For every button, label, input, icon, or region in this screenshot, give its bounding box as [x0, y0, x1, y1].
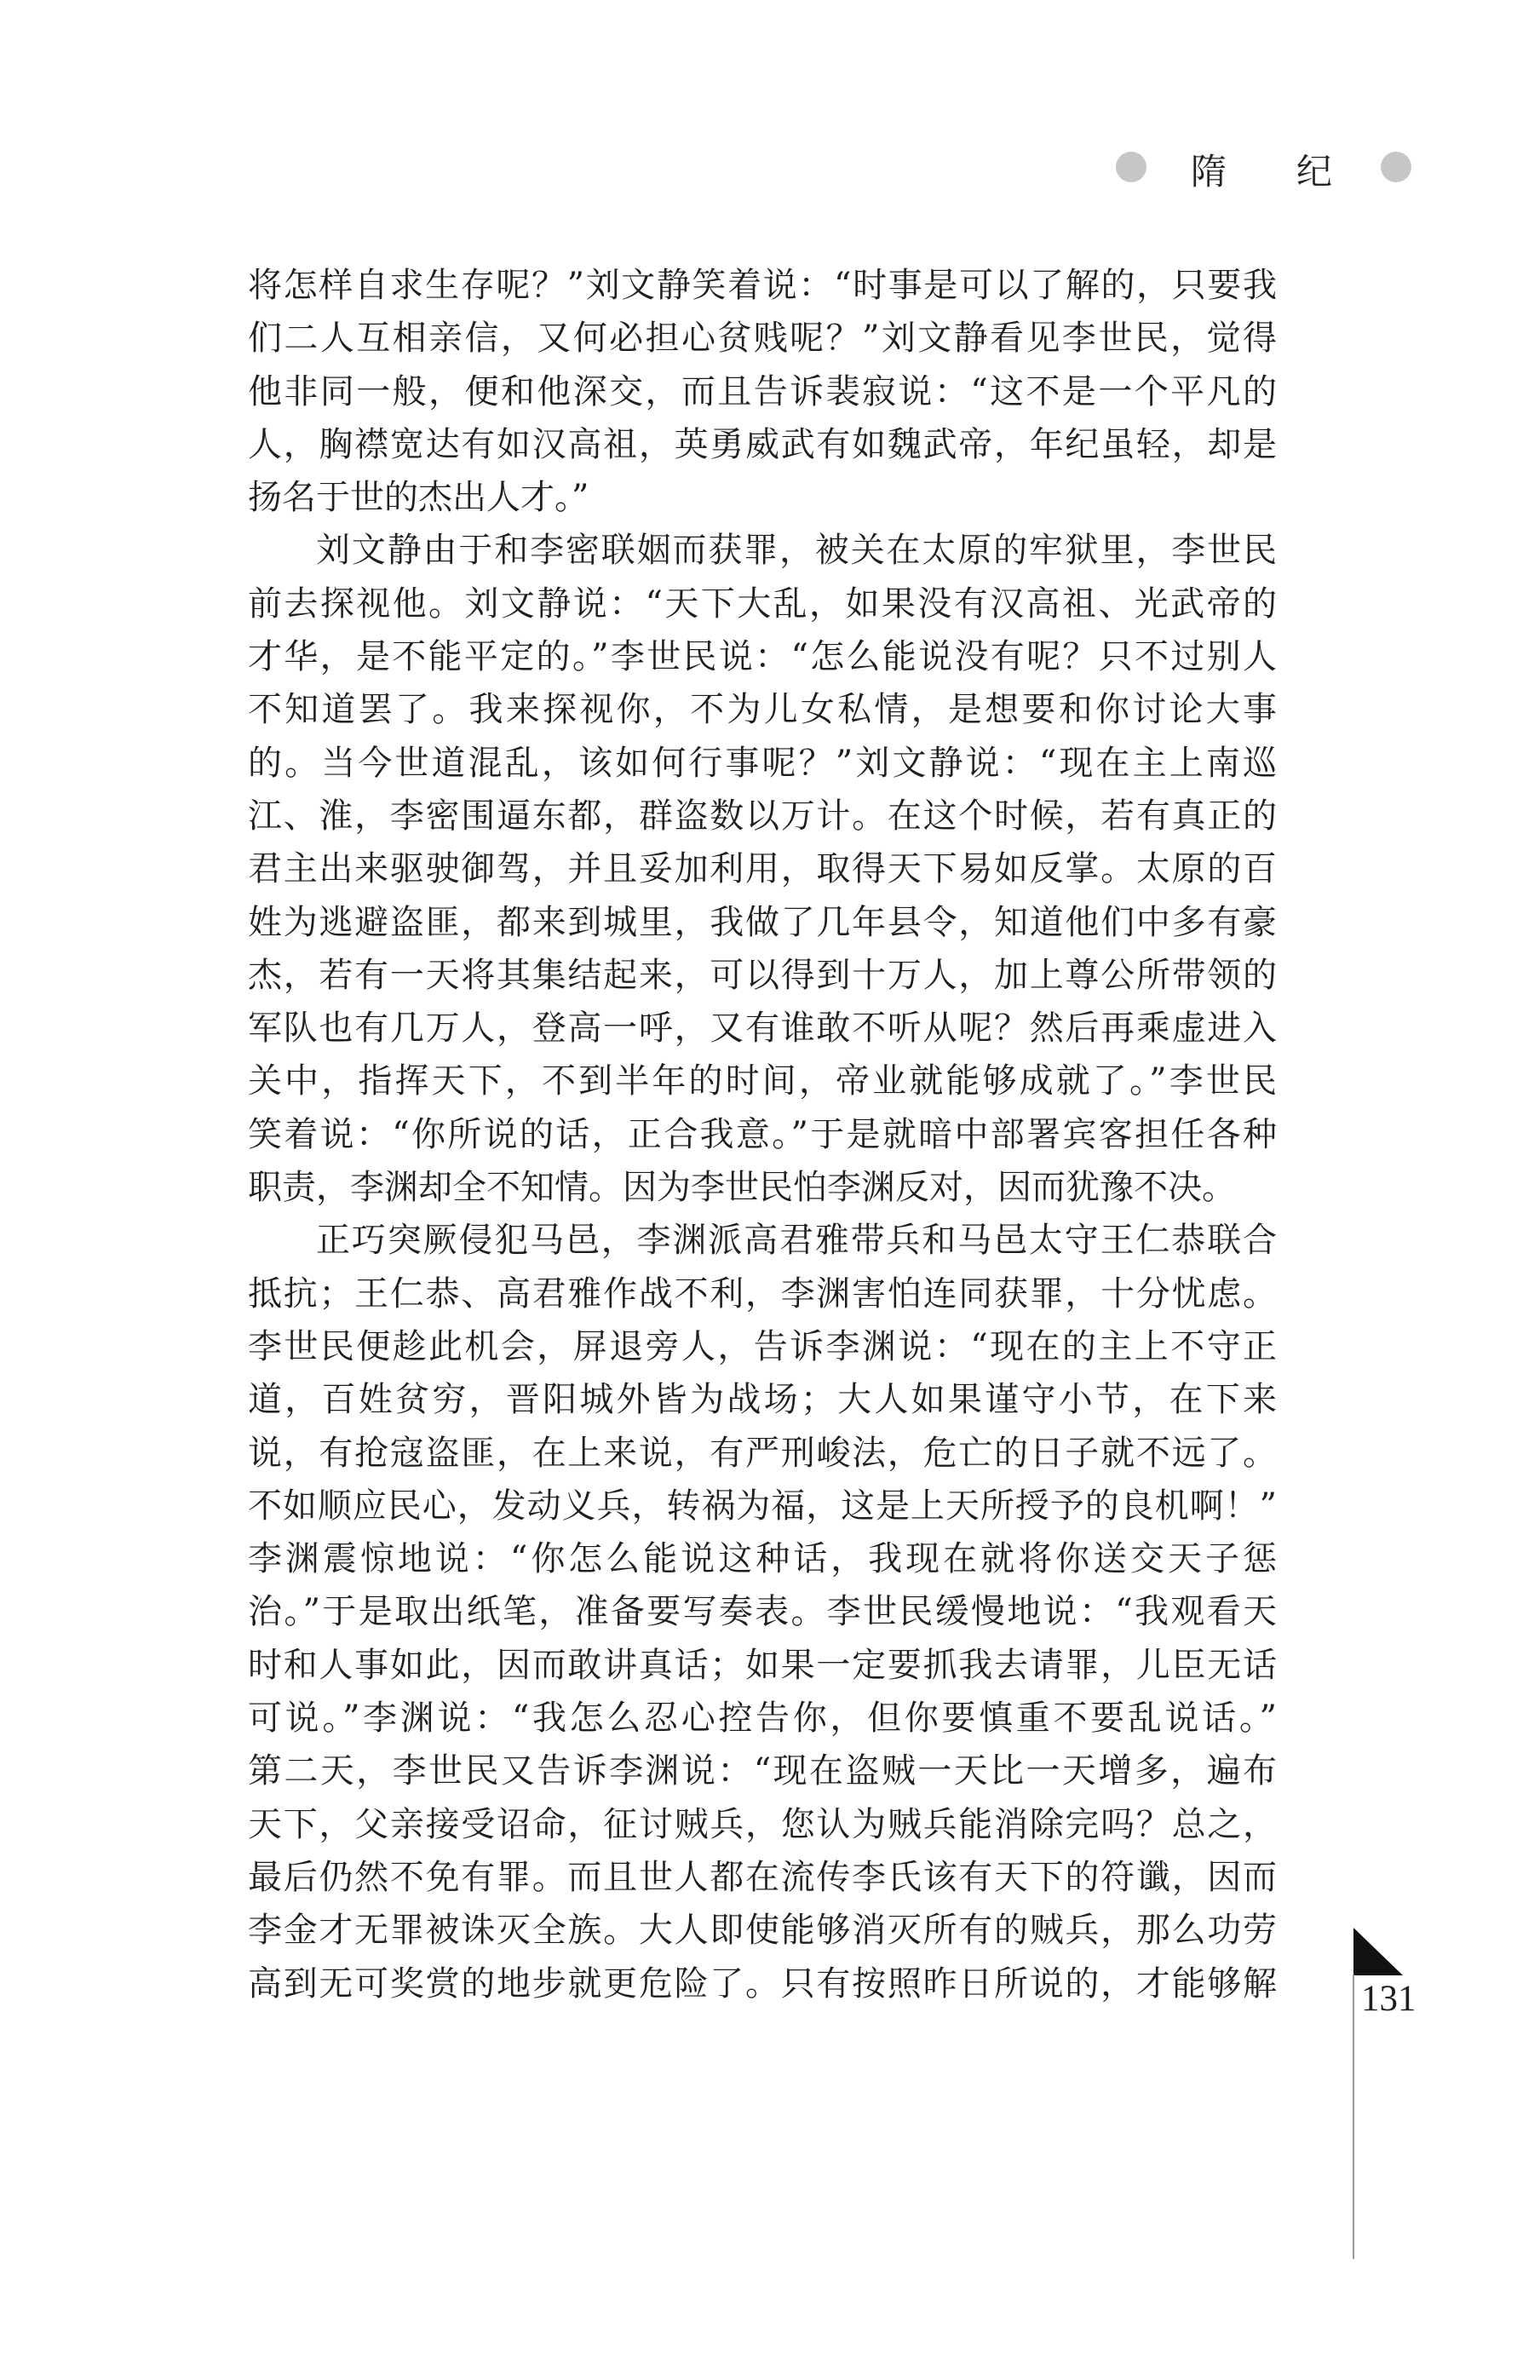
running-head-char: 隋 — [1191, 151, 1227, 193]
text-line: 军队也有几万人，登高一呼，又有谁敢不听从呢？然后再乘虚进入 — [248, 1009, 1277, 1049]
text-line: 人，胸襟宽达有如汉高祖，英勇威武有如魏武帝，年纪虽轻，却是 — [248, 424, 1277, 464]
text-line: 李金才无罪被诛灭全族。大人即使能够消灭所有的贼兵，那么功劳 — [248, 1911, 1277, 1951]
text-line: 治。”于是取出纸笔，准备要写奏表。李世民缓慢地说：“我观看天 — [248, 1592, 1277, 1632]
text-line: 最后仍然不免有罪。而且世人都在流传李氏该有天下的符谶，因而 — [248, 1857, 1277, 1897]
text-line: 才华，是不能平定的。”李世民说：“怎么能说没有呢？只不过别人 — [248, 637, 1277, 677]
text-line: 他非同一般，便和他深交，而且告诉裴寂说：“这不是一个平凡的 — [248, 371, 1277, 411]
text-line: 姓为逃避盗匪，都来到城里，我做了几年县令，知道他们中多有豪 — [248, 902, 1277, 942]
text-line: 职责，李渊却全不知情。因为李世民怕李渊反对，因而犹豫不决。 — [248, 1168, 1236, 1208]
text-line: 将怎样自求生存呢？”刘文静笑着说：“时事是可以了解的，只要我 — [248, 266, 1277, 305]
text-line: 刘文静由于和李密联姻而获罪，被关在太原的牢狱里，李世民 — [316, 531, 1277, 571]
text-line: 李世民便趁此机会，屏退旁人，告诉李渊说：“现在的主上不守正 — [248, 1326, 1277, 1366]
text-line: 关中，指挥天下，不到半年的时间，帝业就能够成就了。”李世民 — [248, 1061, 1277, 1101]
paragraph — [248, 259, 1277, 524]
corner-triangle-icon — [1353, 1928, 1403, 1975]
margin-rule — [1353, 1975, 1354, 2259]
paragraph — [248, 1214, 1277, 2009]
text-line: 天下，父亲接受诏命，征讨贼兵，您认为贼兵能消除完吗？总之， — [248, 1804, 1277, 1844]
text-line: 说，有抢寇盗匪，在上来说，有严刑峻法，危亡的日子就不远了。 — [248, 1433, 1277, 1473]
text-line: 抵抗；王仁恭、高君雅作战不利，李渊害怕连同获罪，十分忧虑。 — [248, 1273, 1277, 1314]
text-line: 江、淮，李密围逼东都，群盗数以万计。在这个时候，若有真正的 — [248, 796, 1277, 836]
text-line: 的。当今世道混乱，该如何行事呢？”刘文静说：“现在主上南巡 — [248, 743, 1277, 783]
text-line: 们二人互相亲信，又何必担心贫贱呢？”刘文静看见李世民，觉得 — [248, 319, 1277, 359]
text-line: 前去探视他。刘文静说：“天下大乱，如果没有汉高祖、光武帝的 — [248, 584, 1277, 624]
text-line: 第二天，李世民又告诉李渊说：“现在盗贼一天比一天增多，遍布 — [248, 1751, 1277, 1791]
text-line: 可说。”李渊说：“我怎么忍心控告你，但你要慎重不要乱说话。” — [248, 1699, 1277, 1739]
text-line: 李渊震惊地说：“你怎么能说这种话，我现在就将你送交天子惩 — [248, 1539, 1277, 1579]
text-line: 不知道罢了。我来探视你，不为儿女私情，是想要和你讨论大事 — [248, 690, 1277, 730]
header-right-dot-icon — [1381, 152, 1411, 182]
text-line: 扬名于世的杰出人才。” — [248, 478, 589, 518]
text-line: 高到无可奖赏的地步就更危险了。只有按照昨日所说的，才能够解 — [248, 1963, 1277, 2003]
paragraph — [248, 524, 1277, 1214]
text-line: 杰，若有一天将其集结起来，可以得到十万人，加上尊公所带领的 — [248, 955, 1277, 995]
page-number: 131 — [1361, 1979, 1416, 2019]
running-head-char: 纪 — [1296, 151, 1333, 193]
text-line: 不如顺应民心，发动义兵，转祸为福，这是上天所授予的良机啊！” — [248, 1486, 1277, 1526]
text-line: 道，百姓贫穷，晋阳城外皆为战场；大人如果谨守小节，在下来 — [248, 1380, 1277, 1420]
text-line: 正巧突厥侵犯马邑，李渊派高君雅带兵和马邑太守王仁恭联合 — [316, 1221, 1277, 1261]
body-text — [248, 259, 1277, 2010]
text-line: 笑着说：“你所说的话，正合我意。”于是就暗中部署宾客担任各种 — [248, 1114, 1277, 1154]
text-line: 君主出来驱驶御驾，并且妥加利用，取得天下易如反掌。太原的百 — [248, 849, 1277, 889]
text-line: 时和人事如此，因而敢讲真话；如果一定要抓我去请罪，儿臣无话 — [248, 1645, 1277, 1685]
header-left-dot-icon — [1116, 152, 1146, 182]
